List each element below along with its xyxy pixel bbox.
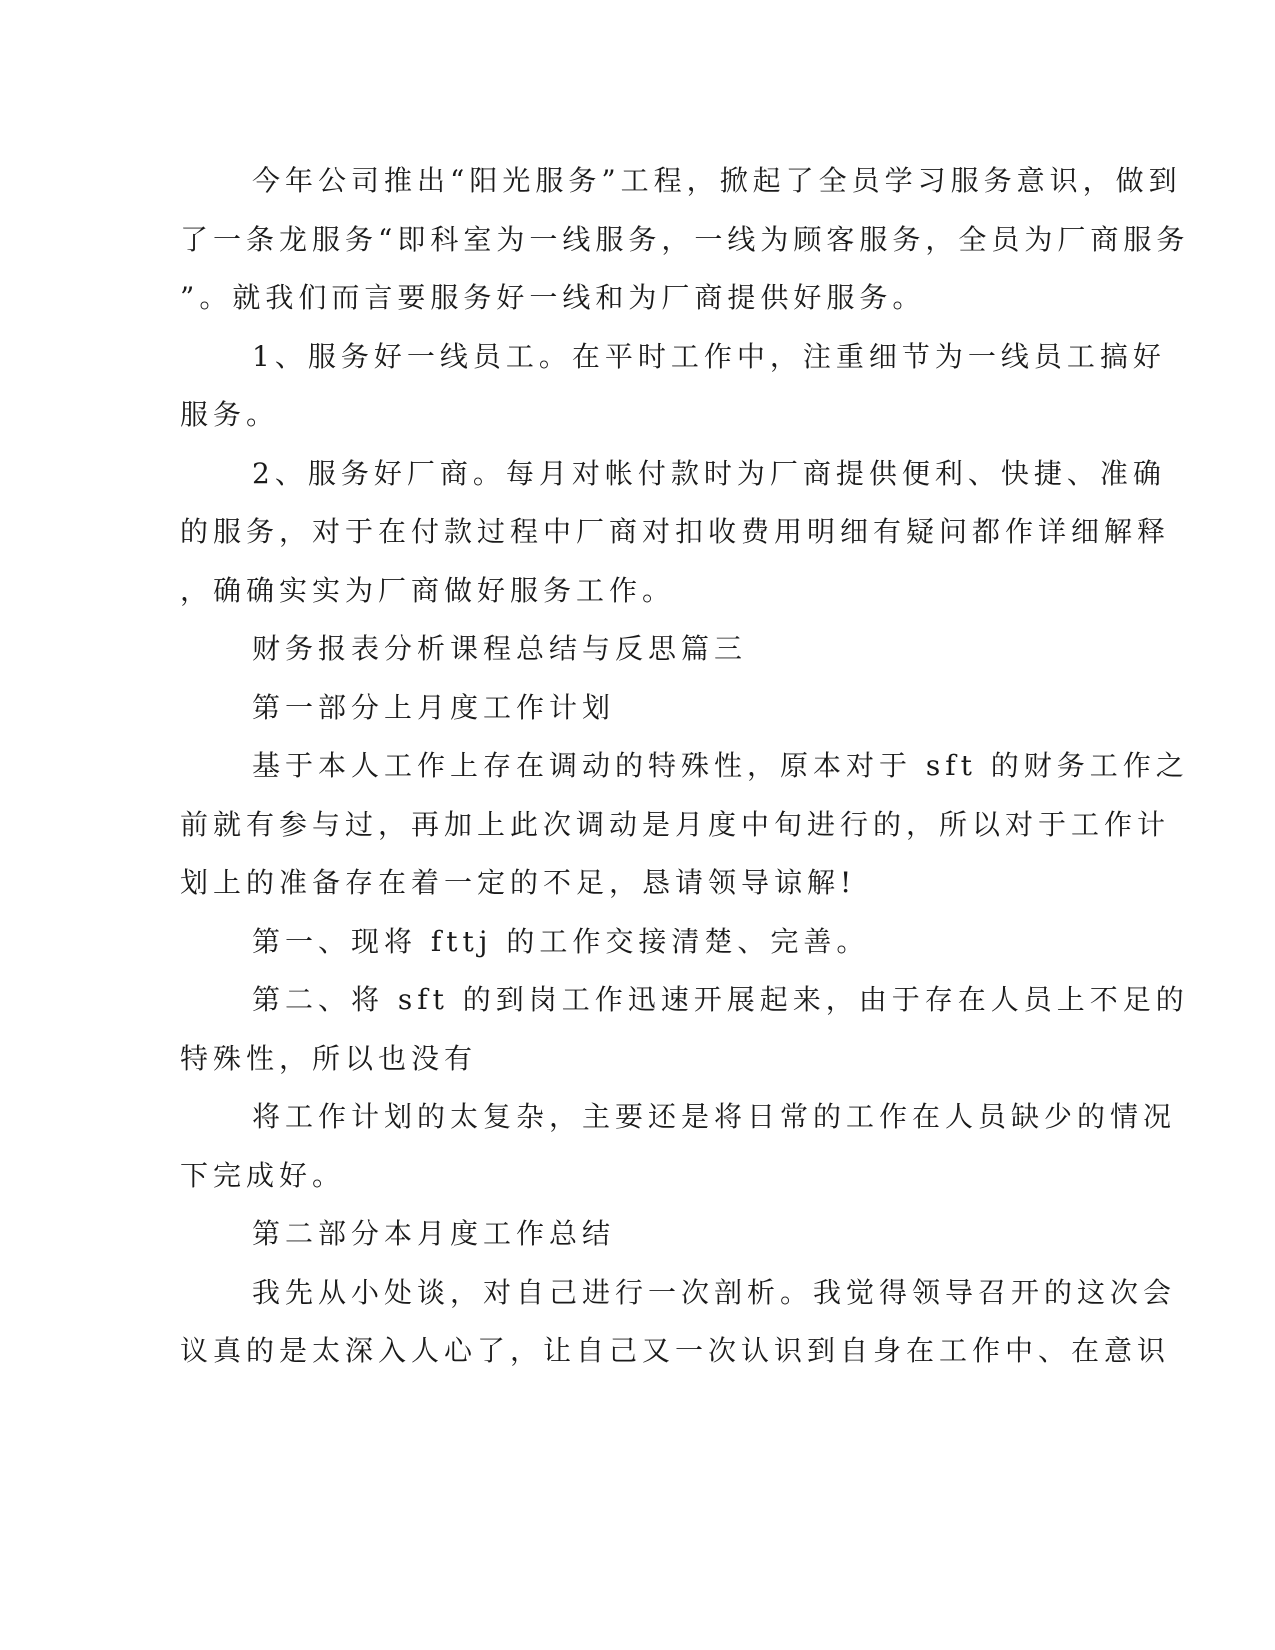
paragraph-line: 基于本人工作上存在调动的特殊性，原本对于 sft 的财务工作之 [252,749,1189,782]
paragraph-line: 服务。 [180,398,280,431]
section-heading: 第一部分上月度工作计划 [252,691,616,724]
paragraph-line: 第二、将 sft 的到岗工作迅速开展起来，由于存在人员上不足的 [252,983,1189,1016]
paragraph-line: 了一条龙服务“即科室为一线服务，一线为顾客服务，全员为厂商服务 [180,223,1190,256]
paragraph-line: 的服务，对于在付款过程中厂商对扣收费用明细有疑问都作详细解释 [180,515,1171,548]
paragraph-line: 将工作计划的太复杂，主要还是将日常的工作在人员缺少的情况 [252,1100,1177,1133]
paragraph-line: 第一、现将 fttj 的工作交接清楚、完善。 [252,925,870,958]
paragraph-line: ，确确实实为厂商做好服务工作。 [180,574,676,607]
paragraph-line: 特殊性，所以也没有 [180,1042,478,1075]
paragraph-line: 今年公司推出“阳光服务”工程，掀起了全员学习服务意识，做到 [252,164,1182,197]
paragraph-line: 下完成好。 [180,1159,346,1192]
paragraph-line: 我先从小处谈，对自己进行一次剖析。我觉得领导召开的这次会 [252,1276,1177,1309]
paragraph-line: ”。就我们而言要服务好一线和为厂商提供好服务。 [180,281,926,314]
section-heading: 第二部分本月度工作总结 [252,1217,616,1250]
section-heading: 财务报表分析课程总结与反思篇三 [252,632,748,665]
paragraph-line: 议真的是太深入人心了，让自己又一次认识到自身在工作中、在意识 [180,1334,1171,1367]
paragraph-line: 前就有参与过，再加上此次调动是月度中旬进行的，所以对于工作计 [180,808,1171,841]
paragraph-line: 划上的准备存在着一定的不足，恳请领导谅解! [180,866,857,899]
paragraph-line: 1、服务好一线员工。在平时工作中，注重细节为一线员工搞好 [252,340,1166,373]
paragraph-line: 2、服务好厂商。每月对帐付款时为厂商提供便利、快捷、准确 [252,457,1166,490]
